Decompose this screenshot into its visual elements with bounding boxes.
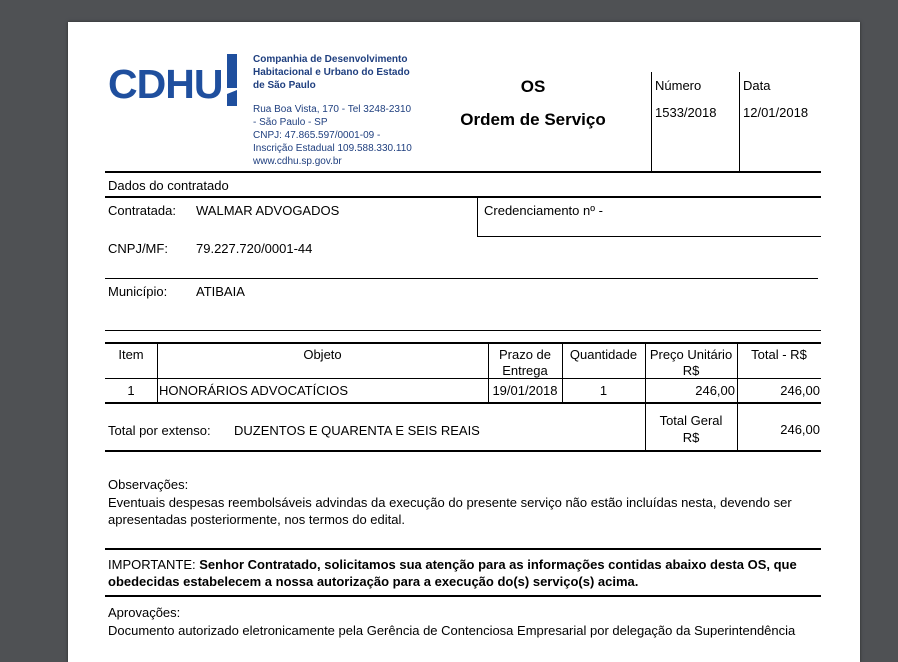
table-border [105, 402, 821, 404]
divider [105, 330, 821, 331]
divider [105, 450, 821, 452]
data-label: Data [743, 78, 771, 93]
importante-block [108, 556, 828, 590]
company-address: Rua Boa Vista, 170 - Tel 3248-2310 - São Paulo - SP CNPJ: 47.865.597/0001-09 - Inscrição Estadual 109.588.330.110 www.cdhu.sp.gov.br [253, 104, 412, 167]
cnpj-value: 79.227.720/0001-44 [196, 241, 313, 256]
divider [477, 196, 478, 236]
credenciamento-label: Credenciamento nº - [484, 203, 603, 218]
municipio-label: Município: [108, 284, 168, 299]
numero-value: 1533/2018 [655, 105, 717, 120]
header-objeto: Objeto [303, 347, 342, 362]
divider [105, 595, 821, 597]
observacoes-label: Observações: [108, 477, 189, 492]
divider [105, 171, 821, 173]
municipio-value: ATIBAIA [196, 284, 245, 299]
row-objeto: HONORÁRIOS ADVOCATÍCIOS [159, 383, 349, 398]
aprovacoes-label: Aprovações: [108, 605, 181, 620]
contratada-label: Contratada: [108, 203, 176, 218]
table-border [105, 342, 821, 344]
extenso-value: DUZENTOS E QUARENTA E SEIS REAIS [234, 423, 480, 438]
header-total: Total - R$ [751, 347, 807, 362]
observacoes-text: Eventuais despesas reembolsáveis advindas da execução do presente serviço não estão incluídas nesta, devendo ser apresentadas posteriormente, nos termos do edital. [108, 495, 792, 527]
row-preco: 246,00 [695, 383, 735, 398]
contratada-value: WALMAR ADVOGADOS [196, 203, 340, 218]
document-page [68, 22, 860, 662]
header-item: Item [118, 347, 144, 362]
document-title: OS [520, 77, 546, 96]
cnpj-label: CNPJ/MF: [108, 241, 168, 256]
document-subtitle: Ordem de Serviço [460, 110, 606, 129]
divider [105, 196, 821, 198]
header-quantidade: Quantidade [569, 347, 638, 362]
logo-mark-icon [225, 54, 241, 106]
total-geral-value: 246,00 [780, 422, 820, 437]
company-name: Companhia de Desenvolvimento Habitacional e Urbano do Estado de São Paulo [253, 54, 410, 91]
importante-text: Senhor Contratado, solicitamos sua atenção para as informações contidas abaixo desta OS, que obedecidas estabelecem a nossa autorização para a execução do(s) serviço(s) acima. [108, 557, 797, 589]
row-total: 246,00 [780, 383, 820, 398]
header-preco: Preço Unitário R$ [649, 347, 733, 378]
row-prazo: 19/01/2018 [492, 383, 558, 398]
contratado-section-label: Dados do contratado [108, 178, 229, 193]
extenso-label: Total por extenso: [108, 423, 211, 438]
row-quantidade: 1 [599, 383, 608, 398]
data-value: 12/01/2018 [743, 105, 809, 120]
divider [477, 236, 821, 237]
total-geral-label: Total Geral R$ [659, 413, 723, 445]
importante-label: IMPORTANTE: [108, 557, 196, 572]
header-divider [739, 72, 740, 172]
aprovacoes-text: Documento autorizado eletronicamente pela Gerência de Contenciosa Empresarial por delegação da Superintendência [108, 623, 796, 638]
company-logo: CDHU [108, 61, 223, 107]
numero-label: Número [655, 78, 702, 93]
divider [105, 278, 818, 279]
divider [105, 548, 821, 550]
header-prazo: Prazo de Entrega [498, 347, 552, 378]
row-item: 1 [127, 383, 135, 398]
header-divider [651, 72, 652, 172]
